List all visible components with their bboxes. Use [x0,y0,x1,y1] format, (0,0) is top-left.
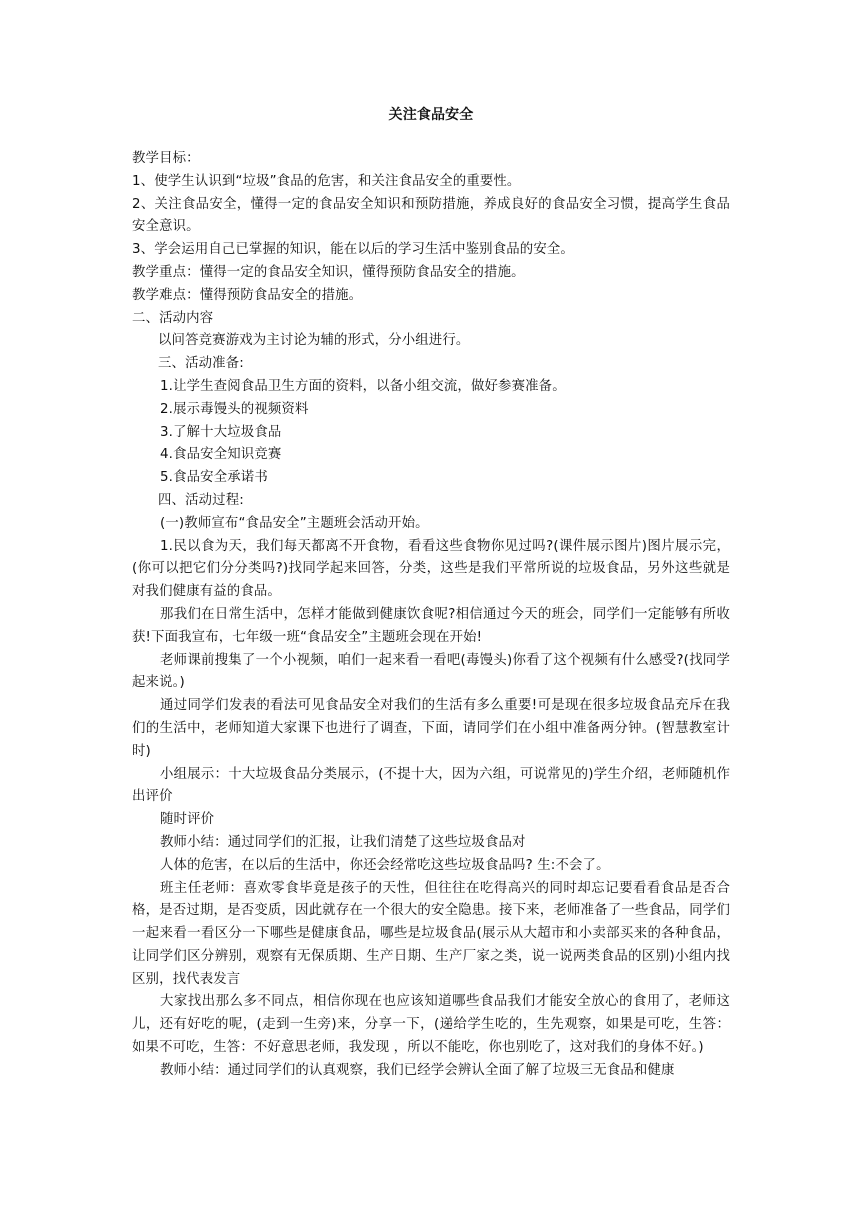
document-title: 关注食品安全 [388,107,474,123]
paragraph-objective-1: 1、使学生认识到“垃圾”食品的危害，和关注食品安全的重要性。 [132,173,521,189]
paragraph-head-teacher: 班主任老师：喜欢零食毕竟是孩子的天性，但往往在吃得高兴的同时却忘记要看看食品是否合格，是否过期，是否变质，因此就存在一个很大的安全隐患。接下来，老师准备了一些食品，同学们一起来看一看区分一下哪些是健康食品，哪些是垃圾食品(展示从大超市和小卖部买来的各种食品，让同学们区分辨别，观察有无保质期、生产日期、生产厂家之类，说一说两类食品的区别)小组内找区别，找代表发言 [132,880,730,987]
paragraph-prep-3: 3.了解十大垃圾食品 [160,424,282,440]
paragraph-harm-question: 人体的危害，在以后的生活中，你还会经常吃这些垃圾食品吗? 生:不会了。 [160,857,610,873]
paragraph-prep-5: 5.食品安全承诺书 [160,470,268,486]
paragraph-activity-format: 以问答竞赛游戏为主讨论为辅的形式，分小组进行。 [158,333,470,349]
paragraph-preparation-heading: 三、活动准备: [158,356,244,372]
paragraph-group-show: 小组展示：十大垃圾食品分类展示，(不提十大，因为六组，可说常见的)学生介绍，老师随机作出评价 [132,766,730,805]
paragraph-prep-4: 4.食品安全知识竞赛 [160,447,282,463]
paragraph-process-start: (一)教师宣布“食品安全”主题班会活动开始。 [160,515,429,531]
paragraph-evaluation: 随时评价 [160,812,215,828]
paragraph-prep-2: 2.展示毒馒头的视频资料 [160,401,309,417]
paragraph-group-prep: 通过同学们发表的看法可见食品安全对我们的生活有多么重要!可是现在很多垃圾食品充斥在我们的生活中，老师知道大家课下也进行了调查，下面，请同学们在小组中准备两分钟。(智慧教室计时) [132,698,730,759]
paragraph-objectives-heading: 教学目标： [132,151,200,166]
paragraph-objective-2: 2、关注食品安全，懂得一定的食品安全知识和预防措施，养成良好的食品安全习惯，提高学生食品安全意识。 [132,196,730,235]
paragraph-sharing: 大家找出那么多不同点，相信你现在也应该知道哪些食品我们才能安全放心的食用了，老师这儿，还有好吃的呢，(走到一生旁)来，分享一下，(递给学生吃的，生先观察，如果是可吃，生答：如果不可吃，生答：不好意思老师，我发现 ，所以不能吃，你也别吃了，这对我们的身体不好。) [132,994,730,1056]
paragraph-food-intro: 1.民以食为天，我们每天都离不开食物，看看这些食物你见过吗?(课件展示图片)图片展示完，(你可以把它们分分类吗?)找同学起来回答，分类，这些是我们平常所说的垃圾食品，另外这些就是对我们健康有益的食品。 [132,538,730,600]
paragraph-teacher-summary-1: 教师小结：通过同学们的汇报，让我们清楚了这些垃圾食品对 [160,834,526,850]
paragraph-objective-3: 3、学会运用自己已掌握的知识，能在以后的学习生活中鉴别食品的安全。 [132,242,574,258]
paragraph-prep-1: 1.让学生查阅食品卫生方面的资料，以备小组交流，做好参赛准备。 [160,378,566,394]
paragraph-difficult-point: 教学难点：懂得预防食品安全的措施。 [132,287,363,303]
document-page [132,104,730,1083]
paragraph-activity-content-heading: 二、活动内容 [132,310,214,326]
paragraph-process-heading: 四、活动过程: [158,492,244,508]
paragraph-healthy-eating: 那我们在日常生活中，怎样才能做到健康饮食呢?相信通过今天的班会，同学们一定能够有所收获!下面我宣布，七年级一班“食品安全”主题班会现在开始! [132,606,730,645]
paragraph-teacher-summary-2: 教师小结：通过同学们的认真观察，我们已经学会辨认全面了解了垃圾三无食品和健康 [160,1062,675,1078]
paragraph-video: 老师课前搜集了一个小视频，咱们一起来看一看吧(毒馒头)你看了这个视频有什么感受?(找同学起来说。) [132,652,730,691]
paragraph-key-point: 教学重点：懂得一定的食品安全知识，懂得预防食品安全的措施。 [132,264,525,280]
